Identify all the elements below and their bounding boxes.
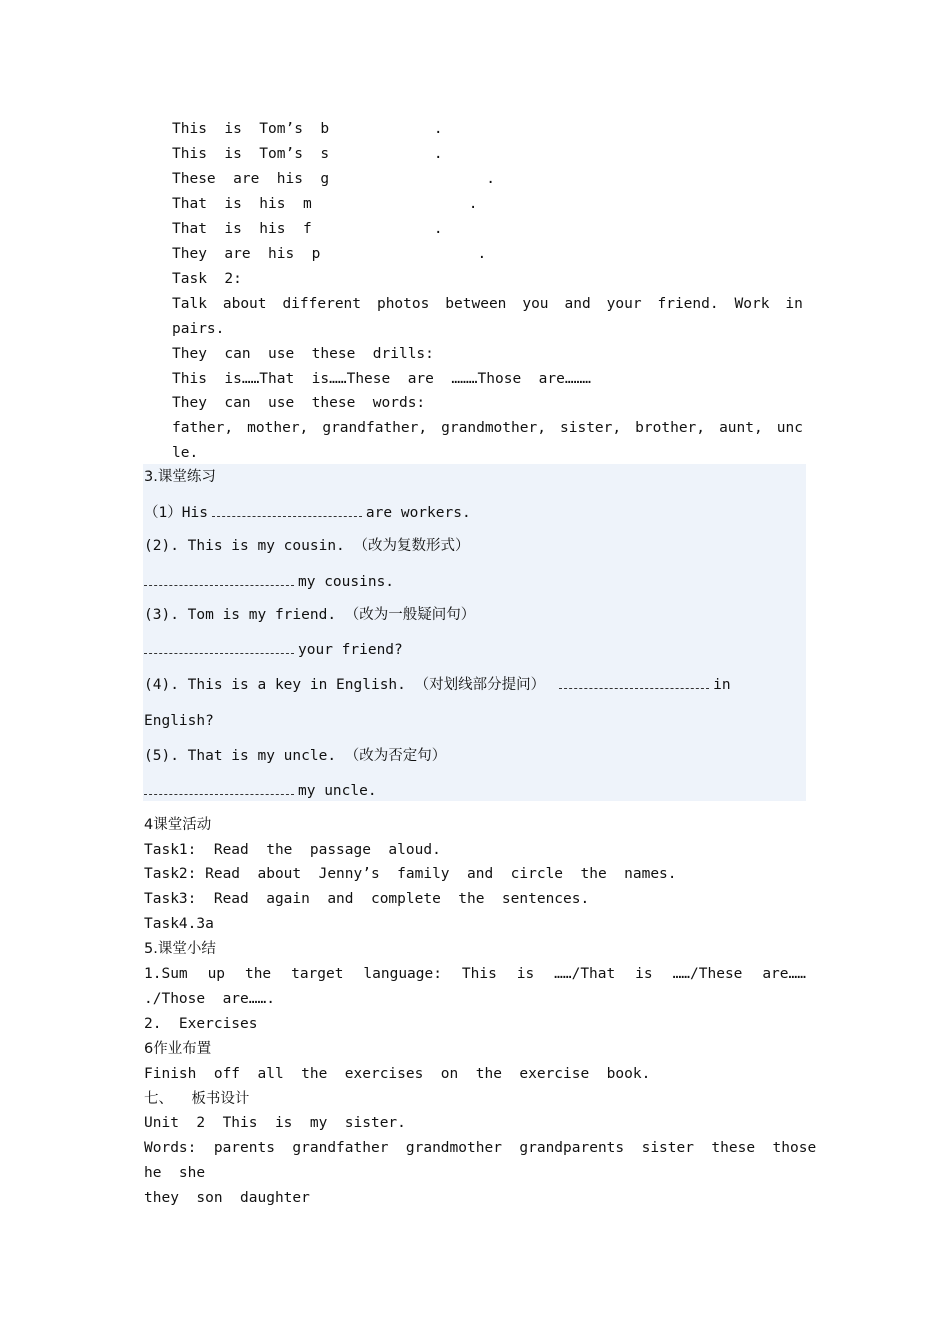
word: grandfather, bbox=[322, 420, 428, 436]
board-unit: Unit 2 This is my sister. bbox=[144, 1115, 406, 1131]
practice-q3: (3). Tom is my friend. （改为一般疑问句） bbox=[144, 607, 476, 623]
q5-blank[interactable] bbox=[144, 780, 294, 795]
task2-words-line bbox=[172, 418, 803, 438]
word: in bbox=[785, 296, 803, 312]
board-heading: 七、 板书设计 bbox=[144, 1091, 250, 1107]
word: and bbox=[564, 296, 591, 312]
word: are…… bbox=[762, 966, 806, 982]
task2-drills: This is……That is……These are ………Those are……… bbox=[172, 371, 592, 387]
task2-talk-end: pairs. bbox=[172, 321, 225, 337]
word: aunt, bbox=[719, 420, 763, 436]
board-words: Words: parents grandfather grandmother grandparents sister these those bbox=[144, 1140, 817, 1156]
q4-blank[interactable] bbox=[559, 674, 709, 689]
q3-answer-text: your friend? bbox=[298, 642, 403, 658]
practice-q2-answer bbox=[144, 571, 394, 592]
q4-text-after: in bbox=[713, 677, 731, 693]
practice-q4 bbox=[144, 674, 731, 695]
practice-q3-answer bbox=[144, 639, 403, 660]
board-line-3: they son daughter bbox=[144, 1190, 310, 1206]
word: 1.Sum bbox=[144, 966, 188, 982]
word: unc bbox=[776, 420, 803, 436]
task2-heading: Task 2: bbox=[172, 271, 242, 287]
task1-line-4: That is his m . bbox=[172, 196, 478, 212]
activity-heading: 4课堂活动 bbox=[144, 817, 212, 833]
board-line-2: he she bbox=[144, 1165, 206, 1181]
word: This bbox=[461, 966, 497, 982]
practice-q2: (2). This is my cousin. （改为复数形式） bbox=[144, 538, 470, 554]
homework-text: Finish off all the exercises on the exercise book. bbox=[144, 1066, 651, 1082]
word: the bbox=[244, 966, 272, 982]
word: target bbox=[291, 966, 344, 982]
word: is bbox=[635, 966, 653, 982]
q2-blank[interactable] bbox=[144, 571, 294, 586]
practice-q1 bbox=[144, 502, 471, 523]
activity-task-1: Task1: Read the passage aloud. bbox=[144, 842, 441, 858]
task1-line-6: They are his p . bbox=[172, 246, 487, 262]
task2-words-end: le. bbox=[172, 445, 199, 461]
task1-line-5: That is his f . bbox=[172, 221, 443, 237]
q5-answer-text: my uncle. bbox=[298, 783, 377, 799]
practice-q5-answer bbox=[144, 780, 377, 801]
word: ……/These bbox=[672, 966, 743, 982]
word: about bbox=[222, 296, 267, 312]
word: brother, bbox=[635, 420, 706, 436]
word: you bbox=[522, 296, 549, 312]
practice-heading: 3.课堂练习 bbox=[144, 469, 216, 485]
word: friend. bbox=[657, 296, 719, 312]
task1-line-3: These are his g . bbox=[172, 171, 496, 187]
word: photos bbox=[376, 296, 430, 312]
task1-line-1: This is Tom’s b . bbox=[172, 121, 443, 137]
summary-line-2: 2. Exercises bbox=[144, 1016, 258, 1032]
q1-text: （1）His bbox=[144, 505, 208, 521]
word: between bbox=[445, 296, 507, 312]
word: sister, bbox=[560, 420, 622, 436]
activity-task-2: Task2: Read about Jenny’s family and circle the names. bbox=[144, 866, 677, 882]
word: your bbox=[606, 296, 642, 312]
q3-blank[interactable] bbox=[144, 639, 294, 654]
word: language: bbox=[363, 966, 442, 982]
activity-task-3: Task3: Read again and complete the sentences. bbox=[144, 891, 590, 907]
task1-line-2: This is Tom’s s . bbox=[172, 146, 443, 162]
summary-line-1 bbox=[144, 964, 806, 984]
word: Work bbox=[734, 296, 770, 312]
word: different bbox=[282, 296, 362, 312]
word: up bbox=[207, 966, 226, 982]
homework-heading: 6作业布置 bbox=[144, 1041, 212, 1057]
task2-talk-line bbox=[172, 294, 803, 314]
practice-q5: (5). That is my uncle. （改为否定句） bbox=[144, 748, 447, 764]
task2-drills-intro: They can use these drills: bbox=[172, 346, 434, 362]
q1-blank[interactable] bbox=[212, 502, 362, 517]
summary-line-1-end: ./Those are……. bbox=[144, 991, 275, 1007]
word: ……/That bbox=[554, 966, 616, 982]
activity-task-4: Task4.3a bbox=[144, 916, 214, 932]
word: grandmother, bbox=[441, 420, 546, 436]
q4-text: (4). This is a key in English. （对划线部分提问） bbox=[144, 677, 546, 693]
task2-words-intro: They can use these words: bbox=[172, 395, 426, 411]
q2-answer-text: my cousins. bbox=[298, 574, 395, 590]
summary-heading: 5.课堂小结 bbox=[144, 941, 216, 957]
q1-text-after: are workers. bbox=[365, 505, 471, 521]
practice-q4-end: English? bbox=[144, 713, 214, 729]
word: Talk bbox=[172, 296, 207, 312]
word: mother, bbox=[247, 420, 309, 436]
word: father, bbox=[172, 420, 234, 436]
word: is bbox=[516, 966, 535, 982]
